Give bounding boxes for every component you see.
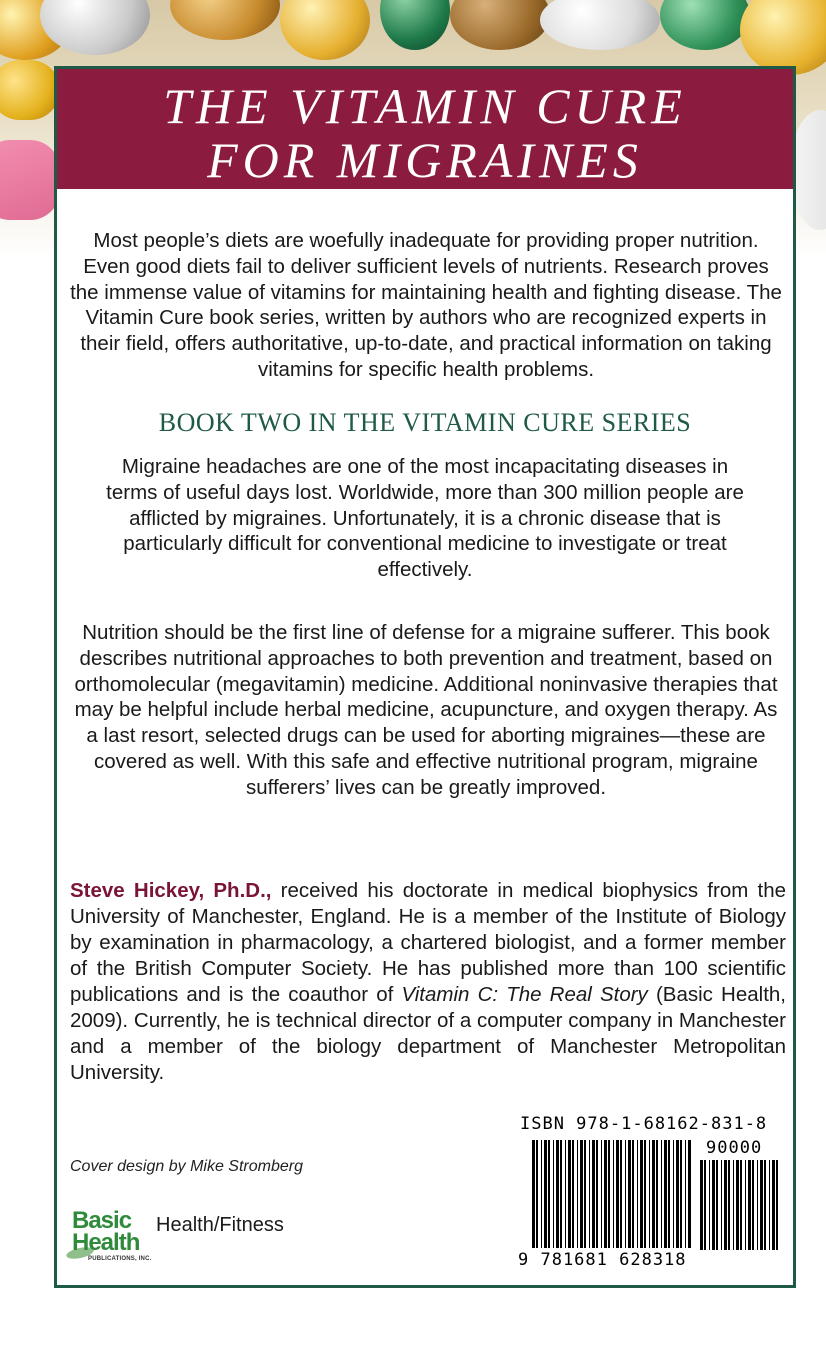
bio-text-1: received his doctorate in medical biophysics from the University of Manchester, England. He is a member of the Institute of Biology by examination in pharmacology, a chartered biologist, and a former member of the British Computer Society. He has published more than 100 scientific publications and is the coauthor of: [70, 879, 786, 1006]
bio-book-title: Vitamin C: The Real Story: [401, 983, 648, 1006]
isbn-label: ISBN 978-1-68162-831-8: [520, 1114, 768, 1134]
series-heading: BOOK TWO IN THE VITAMIN CURE SERIES: [158, 408, 692, 437]
title-banner: [57, 69, 793, 189]
title-line-2: FOR MIGRAINES: [207, 132, 643, 188]
author-name: Steve Hickey, Ph.D.,: [70, 879, 272, 902]
book-category: Health/Fitness: [156, 1214, 284, 1236]
description-paragraph-1: Migraine headaches are one of the most incapacitating diseases in terms of useful days lost. Worldwide, more than 300 million people are afflicted by migraines. Unfortunately, it is a chronic disease that is particularly difficult for conventional medicine to investigate or treat effectively.: [106, 455, 744, 582]
publisher-logo-word-2: Health: [72, 1229, 140, 1256]
description-paragraph-2: Nutrition should be the first line of defense for a migraine sufferer. This book describes nutritional approaches to both prevention and treatment, based on orthomolecular (megavitamin) medicine. Additional noninvasive therapies that may be helpful include herbal medicine, acupuncture, and oxygen therapy. As a last resort, selected drugs can be used for aborting migraines—these are covered as well. With this safe and effective nutritional program, migraine sufferers’ lives can be greatly improved.: [74, 621, 778, 799]
author-bio: [70, 878, 786, 1086]
price-code: 90000: [706, 1138, 763, 1158]
addon-barcode: [700, 1160, 780, 1252]
series-intro-text: Most people’s diets are woefully inadequate for providing proper nutrition. Even good diets fail to deliver sufficient levels of nutrients. Research proves the immense value of vitamins for maintaining health and fighting disease. The Vitamin Cure book series, written by authors who are recognized experts in their field, offers authoritative, up-to-date, and practical information on taking vitamins for specific health problems.: [70, 229, 782, 381]
bio-text-2: (Basic Health, 2009). Currently, he is technical director of a computer company in Manchester and a member of the biology department of Manchester Metropolitan University.: [70, 983, 786, 1084]
publisher-logo-word-1: Basic: [72, 1207, 132, 1234]
publisher-logo-sub: PUBLICATIONS, INC.: [88, 1256, 152, 1262]
cover-design-credit: Cover design by Mike Stromberg: [70, 1158, 303, 1175]
ean-barcode: [532, 1140, 692, 1252]
title-line-1: THE VITAMIN CURE: [163, 78, 687, 134]
publisher-logo: [66, 1208, 152, 1268]
barcode-digits: 9 781681 628318: [518, 1250, 687, 1270]
